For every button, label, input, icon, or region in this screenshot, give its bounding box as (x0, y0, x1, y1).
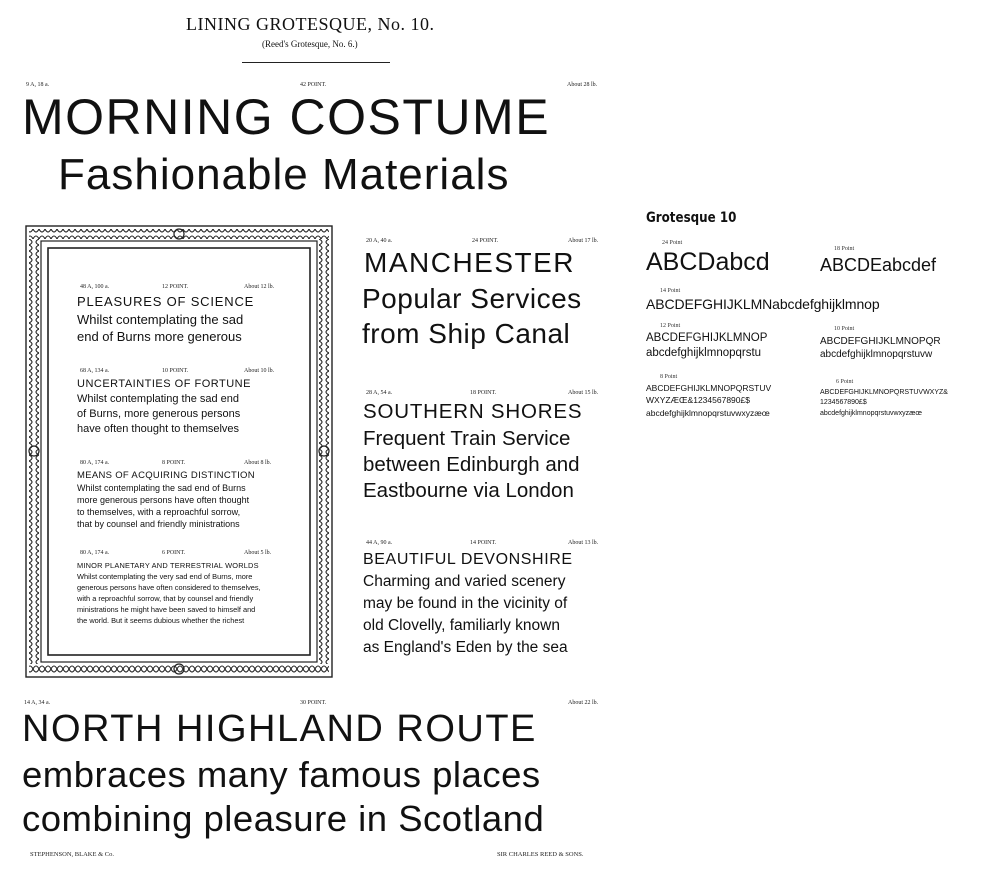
specimen-sample: abcdefghijklmnopqrstu (646, 347, 762, 359)
meta-point-size: 6 POINT. (162, 550, 186, 556)
specimen-sample: abcdefghijklmnopqrstuvwxyzæœ (820, 410, 922, 417)
meta-weight: About 17 lb. (568, 238, 599, 244)
specimen-size-label: 14 Point (660, 288, 681, 294)
specimen-size-label: 24 Point (662, 240, 683, 246)
meta-quantity: 14 A, 34 a. (24, 700, 51, 706)
specimen-line: ministrations he might have been saved to himself and (77, 605, 256, 614)
footer-foundry-right: SIR CHARLES REED & SONS. (497, 851, 584, 858)
meta-point-size: 10 POINT. (162, 368, 189, 374)
specimen-sample: ABCDEFGHIJKLMNOPQR (820, 336, 941, 347)
meta-weight: About 22 lb. (568, 700, 599, 706)
specimen-sample: WXYZÆŒ&1234567890£$ (646, 395, 750, 405)
meta-point-size: 24 POINT. (472, 238, 499, 244)
meta-quantity: 28 A, 54 a. (366, 390, 393, 396)
specimen-sample: ABCDabcd (646, 248, 770, 276)
meta-weight: About 28 lb. (567, 82, 598, 88)
specimen-line: end of Burns more generous (77, 329, 242, 344)
specimen-size-label: 18 Point (834, 246, 855, 252)
meta-quantity: 9 A, 18 a. (26, 82, 50, 88)
meta-quantity: 80 A, 174 a. (80, 550, 110, 556)
specimen-line: with a reproachful sorrow, that by counsel and friendly (77, 594, 254, 603)
specimen-title: Grotesque 10 (646, 210, 737, 226)
specimen-line: Fashionable Materials (58, 150, 510, 199)
page-subtitle: (Reed's Grotesque, No. 6.) (262, 39, 358, 49)
specimen-line: Whilst contemplating the sad end of Burns (77, 483, 246, 493)
meta-point-size: 8 POINT. (162, 460, 186, 466)
specimen-line: NORTH HIGHLAND ROUTE (22, 708, 537, 750)
specimen-line: Whilst contemplating the sad end (77, 393, 240, 405)
specimen-line: Popular Services (362, 283, 582, 314)
page-title: LINING GROTESQUE, No. 10. (186, 14, 435, 34)
meta-quantity: 20 A, 40 a. (366, 238, 393, 244)
meta-point-size: 14 POINT. (470, 540, 497, 546)
specimen-size-label: 10 Point (834, 326, 855, 332)
specimen-line: more generous persons have often thought (77, 495, 250, 505)
specimen-line: to themselves, with a reproachful sorrow, (77, 507, 241, 517)
specimen-line: Eastbourne via London (363, 479, 574, 502)
specimen-line: PLEASURES OF SCIENCE (77, 294, 255, 309)
specimen-size-label: 12 Point (660, 323, 681, 329)
specimen-line: generous persons have often considered to themselves, (77, 583, 261, 592)
meta-weight: About 10 lb. (244, 368, 275, 374)
specimen-sample: abcdefghijklmnopqrstuvwxyzæœ (646, 408, 770, 418)
meta-weight: About 13 lb. (568, 540, 599, 546)
footer-foundry-left: STEPHENSON, BLAKE & Co. (30, 851, 114, 858)
meta-weight: About 5 lb. (244, 550, 272, 556)
specimen-sample: ABCDEFGHIJKLMNabcdefghijklmnop (646, 296, 880, 312)
specimen-line: combining pleasure in Scotland (22, 798, 545, 839)
specimen-line: MANCHESTER (364, 247, 576, 278)
specimen-line: Whilst contemplating the sad (77, 312, 244, 327)
specimen-line: Frequent Train Service (363, 427, 571, 450)
specimen-line: may be found in the vicinity of (363, 595, 568, 612)
specimen-line: between Edinburgh and (363, 453, 580, 476)
meta-point-size: 12 POINT. (162, 284, 189, 290)
specimen-line: old Clovelly, familiarly known (363, 617, 560, 634)
specimen-sample: 1234567890£$ (820, 399, 867, 406)
specimen-line: MEANS OF ACQUIRING DISTINCTION (77, 470, 255, 481)
meta-quantity: 48 A, 100 a. (80, 284, 110, 290)
meta-weight: About 12 lb. (244, 284, 275, 290)
specimen-size-label: 8 Point (660, 374, 678, 380)
specimen-line: from Ship Canal (362, 318, 571, 349)
specimen-line: SOUTHERN SHORES (363, 400, 583, 423)
specimen-line: UNCERTAINTIES OF FORTUNE (77, 378, 251, 390)
meta-quantity: 80 A, 174 a. (80, 460, 110, 466)
specimen-line: as England's Eden by the sea (363, 639, 568, 656)
specimen-sample: ABCDEFGHIJKLMNOP (646, 332, 768, 344)
specimen-sample: ABCDEFGHIJKLMNOPQRSTUVWXYZ& (820, 389, 948, 396)
meta-weight: About 8 lb. (244, 460, 272, 466)
specimen-line: the world. But it seems dubious whether the richest (77, 616, 245, 625)
specimen-sample: ABCDEFGHIJKLMNOPQRSTUV (646, 383, 772, 393)
meta-point-size: 18 POINT. (470, 390, 497, 396)
meta-point-size: 42 POINT. (300, 82, 327, 88)
specimen-line: Whilst contemplating the very sad end of Burns, more (77, 572, 253, 581)
specimen-line: embraces many famous places (22, 754, 541, 795)
specimen-line: that by counsel and friendly ministrations (77, 519, 240, 529)
specimen-sample: ABCDEabcdef (820, 255, 937, 275)
meta-quantity: 68 A, 134 a. (80, 368, 110, 374)
specimen-sample: abcdefghijklmnopqrstuvw (820, 349, 933, 360)
specimen-line: of Burns, more generous persons (77, 408, 241, 420)
specimen-line: MORNING COSTUME (22, 89, 551, 145)
meta-point-size: 30 POINT. (300, 700, 327, 706)
meta-quantity: 44 A, 90 a. (366, 540, 393, 546)
title-divider (242, 62, 390, 63)
specimen-size-label: 6 Point (836, 379, 854, 385)
meta-weight: About 15 lb. (568, 390, 599, 396)
specimen-line: BEAUTIFUL DEVONSHIRE (363, 551, 573, 568)
specimen-line: Charming and varied scenery (363, 573, 566, 590)
specimen-line: have often thought to themselves (77, 423, 240, 435)
specimen-line: MINOR PLANETARY AND TERRESTRIAL WORLDS (77, 561, 259, 570)
